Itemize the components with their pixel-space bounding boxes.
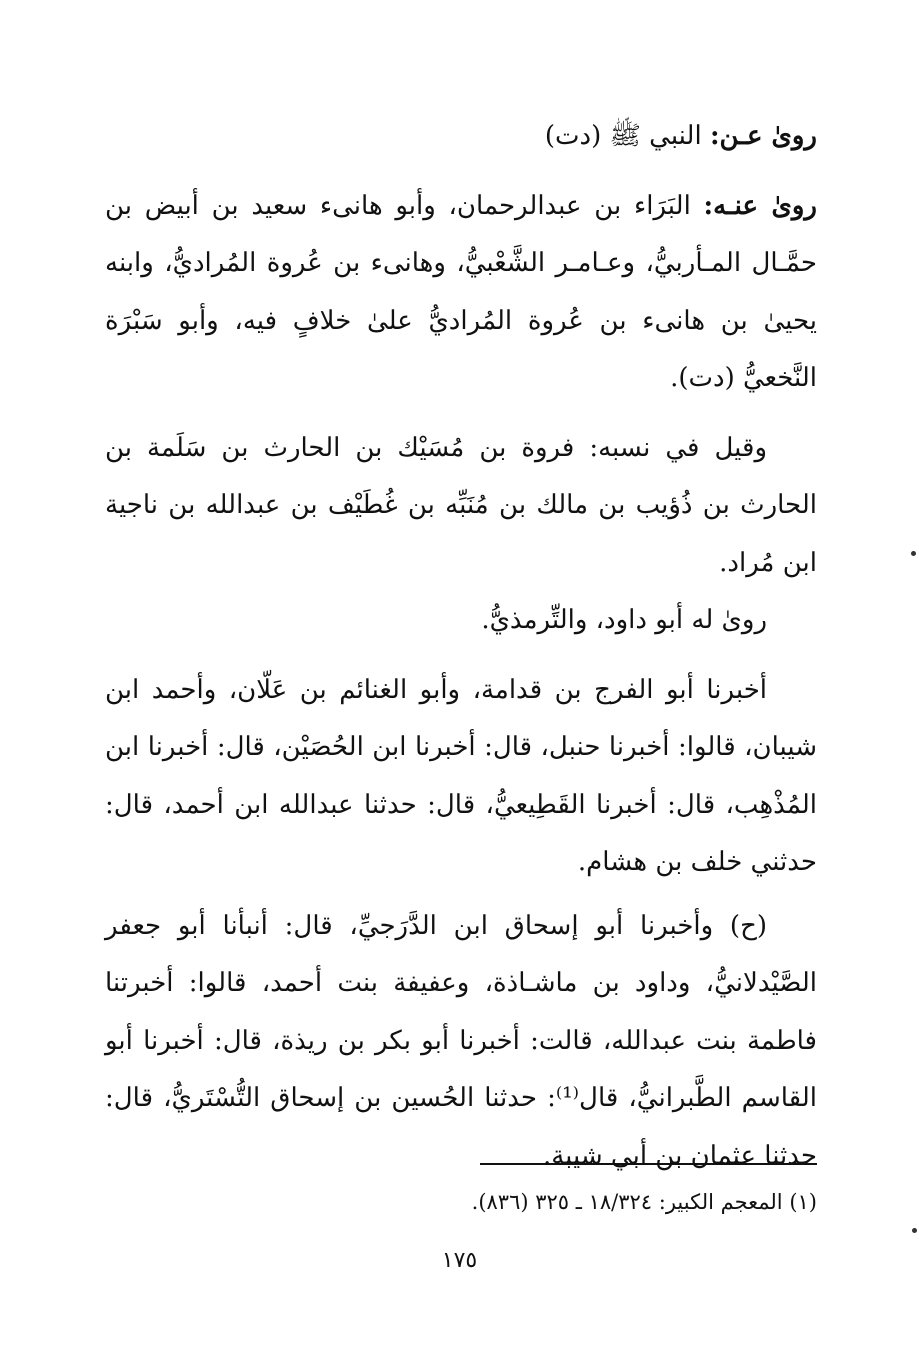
paragraph-chain-two xyxy=(105,898,817,1186)
paragraph-narrators xyxy=(105,178,817,408)
page-number: ١٧٥ xyxy=(441,1248,478,1273)
paragraph-text: وقیل في نسبه: فروة بن مُسَیْك بن الحارث بن سَلَمة بن الحارث بن ذُؤیب بن مالك بن مُنَبِّه بن غُطَیْف بن عبدالله بن ناجیة ابن مُراد. xyxy=(105,432,817,578)
footnote: (١) المعجم الكبیر: ١٨/٣٢٤ ـ ٣٢٥ (٨٣٦). xyxy=(471,1190,817,1214)
lead-term: رویٰ عنـه: xyxy=(703,190,817,221)
margin-speck xyxy=(912,1228,917,1233)
paragraph-lineage xyxy=(105,420,817,593)
paragraph-text: رویٰ له أبو داود، والتِّرمذيُّ. xyxy=(481,605,767,635)
paragraph-text: النبي ﷺ (دت) xyxy=(544,121,710,151)
paragraph-narrated-by xyxy=(105,592,817,650)
paragraph-chain-one xyxy=(105,662,817,892)
footnote-divider xyxy=(480,1163,817,1165)
paragraph-text: (ح) وأخبرنا أبو إسحاق ابن الدَّرَجيِّ، قال: أنبأنا أبو جعفر الصَّیْدلانيُّ، وداود بن ماشـاذة، وعفیفة بنت أحمد، قالوا: أخبرتنا فاطمة بنت عبدالله، قالت: أخبرنا أبو بكر بن ریذة، قال: أخبرنا أبو القاسم الطَّبرانيُّ، قال⁽¹⁾: حدثنا الحُسین بن إسحاق التُّسْتَريُّ، قال: حدثنا عثمان بن أبي شیبة. xyxy=(105,910,817,1171)
paragraph-text: البَرَاء بن عبدالرحمان، وأبو هانیء سعید بن أبیض بن حمَّـال المـأربيُّ، وعـامـر الشَّعْبيُّ، وهانیء بن عُروة المُراديُّ، وابنه یحییٰ بن هانیء بن عُروة المُراديُّ علیٰ خلافٍ فیه، وأبو سَبْرَة النَّخعيُّ (دت). xyxy=(105,190,817,393)
paragraph-narrated-from xyxy=(105,108,817,166)
page-body xyxy=(105,108,817,1185)
paragraph-text: أخبرنا أبو الفرج بن قدامة، وأبو الغنائم بن عَلّان، وأحمد ابن شیبان، قالوا: أخبرنا حنبل، قال: أخبرنا ابن الحُصَیْن، قال: أخبرنا ابن المُذْهِب، قال: أخبرنا القَطِیعيُّ، قال: حدثنا عبدالله ابن أحمد، قال: حدثني خلف بن هشام. xyxy=(105,674,817,877)
lead-term: رویٰ عـن: xyxy=(709,121,817,151)
margin-speck xyxy=(911,551,916,556)
